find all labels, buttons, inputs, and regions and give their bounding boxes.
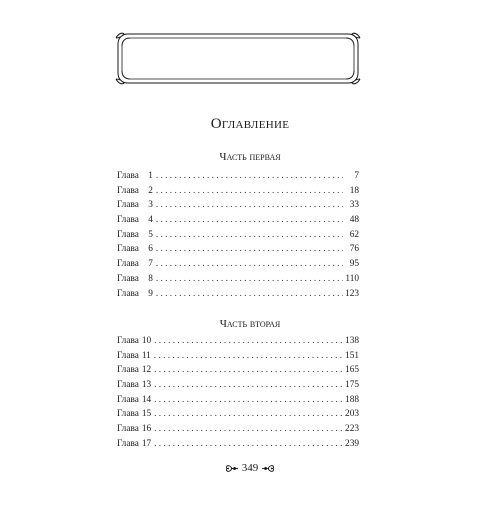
dot-leader [156,257,343,272]
dot-leader [154,437,343,452]
dot-leader [156,184,343,199]
fleuron-left-icon [225,464,239,473]
toc-entry [117,198,359,213]
chapter-label: Глава [117,185,139,196]
page-number: 123 [345,288,359,299]
ornamental-border-icon [114,30,362,87]
page-number: 33 [349,200,359,211]
chapter-number: 2 [148,185,153,196]
chapter-label: Глава [117,424,139,435]
page-number: 239 [345,438,359,449]
chapter-label: Глава [117,244,139,255]
dot-leader [156,287,343,302]
page-number: 95 [349,259,359,270]
page-number: 203 [345,409,359,420]
chapter-number: 4 [148,215,153,226]
chapter-number: 12 [141,365,152,376]
dot-leader [154,393,343,408]
chapter-number: 5 [148,229,153,240]
toc-entry [117,242,359,257]
chapter-label: Глава [117,336,139,346]
chapter-number: 6 [148,244,153,255]
page-number-folio: 349 [241,462,259,474]
page-number: 188 [345,394,359,405]
toc-entry [117,257,359,272]
part-title: Часть первая [219,151,281,163]
dot-leader [156,213,343,228]
toc-entry [117,228,359,243]
chapter-label: Глава [117,380,139,391]
toc-title: Оглавление [210,116,290,132]
page-number: 151 [345,350,359,361]
chapter-number: 17 [141,438,152,449]
chapter-number: 14 [141,394,152,405]
chapter-label: Глава [117,409,139,420]
dot-leader [156,228,343,243]
chapter-label: Глава [117,215,139,226]
folio [0,462,500,474]
dot-leader [154,407,343,422]
toc-entry [117,334,359,349]
page-number: 175 [345,380,359,391]
toc-entry [117,184,359,199]
part-title: Часть вторая [219,318,281,330]
chapter-label: Глава [117,288,139,299]
chapter-label: Глава [117,273,139,284]
chapter-number: 13 [141,380,152,391]
chapter-label: Глава [117,259,139,270]
page-number: 76 [349,244,359,255]
chapter-label: Глава [117,438,139,449]
dot-leader [156,272,343,287]
toc-entry [117,378,359,393]
chapter-number: 11 [141,350,151,361]
chapter-number: 7 [148,259,153,270]
toc-entry [117,437,359,452]
dot-leader [154,422,343,437]
chapter-number: 15 [141,409,152,420]
chapter-label: Глава [117,171,139,181]
toc-list-part-1 [117,169,359,301]
dot-leader [156,169,343,184]
page-number: 62 [349,229,359,240]
toc-entry [117,272,359,287]
dot-leader [156,198,343,213]
page-number: 223 [345,424,359,435]
toc-entry [117,287,359,302]
toc-entry [117,422,359,437]
toc-entry [117,213,359,228]
chapter-label: Глава [117,365,139,376]
dot-leader [154,378,343,393]
dot-leader [154,363,343,378]
dot-leader [156,242,343,257]
toc-list-part-2 [117,334,359,452]
toc-entry [117,169,359,184]
dot-leader [154,349,343,364]
dot-leader [154,334,343,349]
chapter-number: 10 [141,336,152,346]
toc-entry [117,393,359,408]
page-number: 110 [345,273,359,284]
fleuron-right-icon [261,464,275,473]
chapter-label: Глава [117,394,139,405]
chapter-number: 9 [148,288,153,299]
toc-entry [117,363,359,378]
page-number: 165 [345,365,359,376]
decorative-frame [114,30,362,87]
page-number: 48 [349,215,359,226]
chapter-number: 16 [141,424,152,435]
chapter-label: Глава [117,229,139,240]
toc-entry [117,407,359,422]
chapter-number: 1 [148,171,153,181]
page-number: 138 [345,336,359,346]
chapter-label: Глава [117,200,139,211]
toc-entry [117,349,359,364]
chapter-number: 3 [148,200,153,211]
page-number: 18 [349,185,359,196]
chapter-label: Глава [117,350,139,361]
chapter-number: 8 [148,273,153,284]
page-number: 7 [354,171,359,181]
